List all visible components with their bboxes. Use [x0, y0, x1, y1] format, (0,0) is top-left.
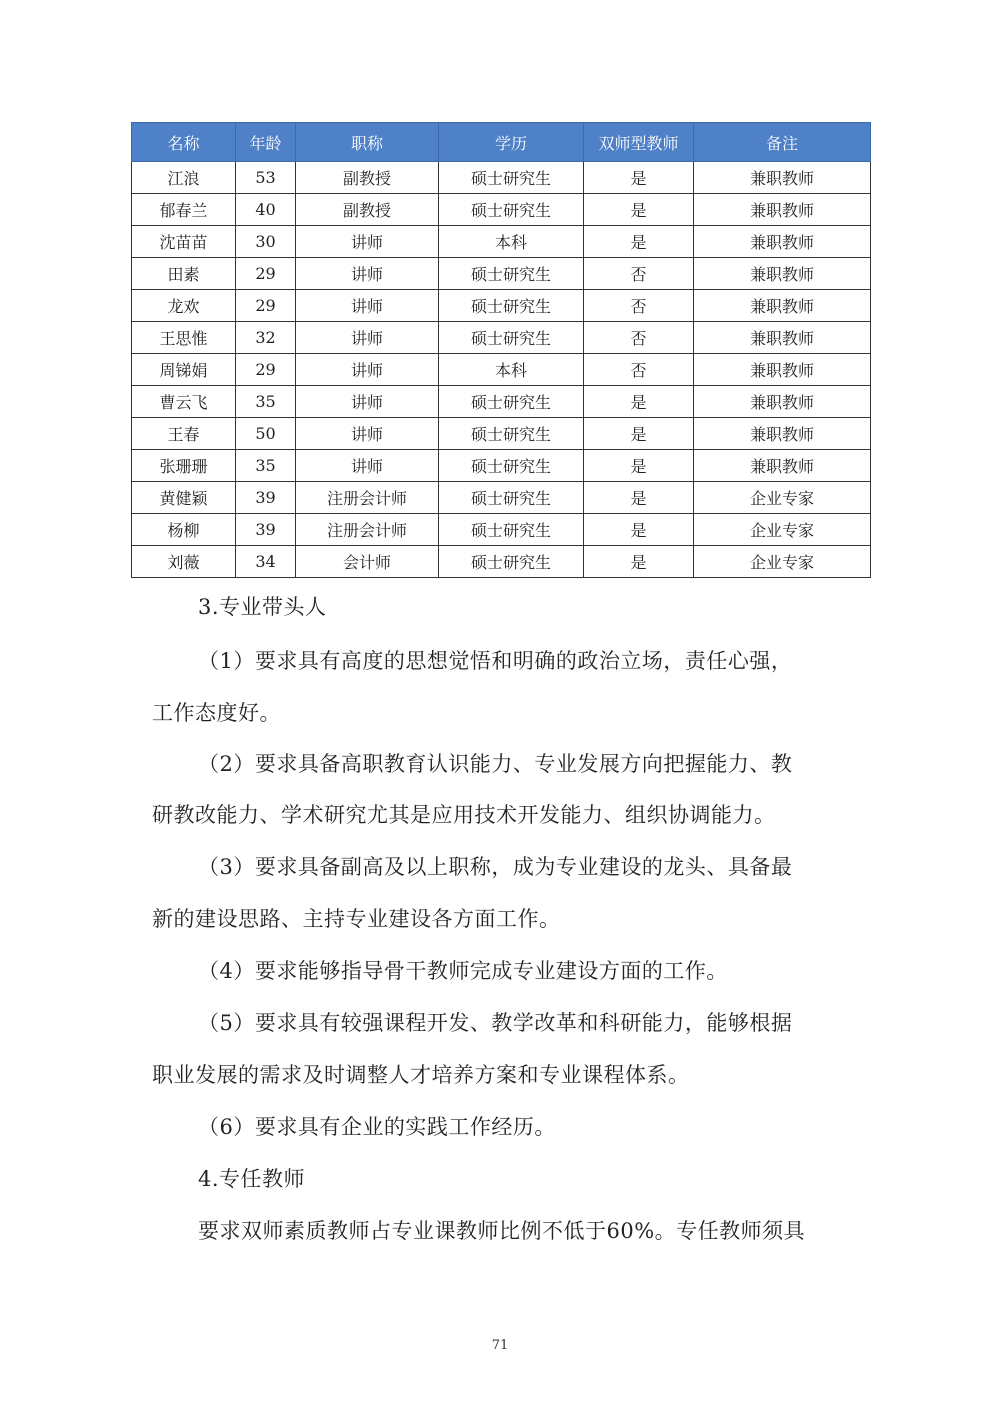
cell-education: 硕士研究生 — [439, 482, 584, 514]
paragraph-line: 要求双师素质教师占专业课教师比例不低于60%。专任教师须具 — [198, 1219, 806, 1243]
cell-title: 副教授 — [296, 162, 439, 194]
cell-education: 硕士研究生 — [439, 258, 584, 290]
cell-dual-teacher: 是 — [584, 418, 694, 450]
cell-remarks: 兼职教师 — [694, 386, 871, 418]
cell-name: 刘薇 — [132, 546, 236, 578]
staff-table — [131, 122, 871, 578]
header-cell-education: 学历 — [439, 123, 584, 162]
cell-remarks: 兼职教师 — [694, 194, 871, 226]
cell-title: 讲师 — [296, 258, 439, 290]
cell-education: 本科 — [439, 354, 584, 386]
cell-dual-teacher: 是 — [584, 162, 694, 194]
cell-dual-teacher: 是 — [584, 194, 694, 226]
cell-title: 讲师 — [296, 322, 439, 354]
table-row — [132, 514, 871, 546]
cell-dual-teacher: 否 — [584, 322, 694, 354]
cell-dual-teacher: 是 — [584, 386, 694, 418]
table-row — [132, 386, 871, 418]
cell-education: 硕士研究生 — [439, 290, 584, 322]
paragraph-line: 职业发展的需求及时调整人才培养方案和专业课程体系。 — [152, 1063, 690, 1087]
cell-education: 硕士研究生 — [439, 418, 584, 450]
cell-title: 讲师 — [296, 290, 439, 322]
paragraph-line: （6）要求具有企业的实践工作经历。 — [198, 1115, 556, 1139]
cell-age: 35 — [236, 450, 296, 482]
table-body — [132, 162, 871, 578]
cell-title: 副教授 — [296, 194, 439, 226]
cell-name: 杨柳 — [132, 514, 236, 546]
cell-age: 29 — [236, 258, 296, 290]
table-row — [132, 546, 871, 578]
paragraph-line: 新的建设思路、主持专业建设各方面工作。 — [152, 907, 561, 931]
cell-education: 硕士研究生 — [439, 322, 584, 354]
cell-name: 王春 — [132, 418, 236, 450]
table-row — [132, 450, 871, 482]
cell-remarks: 兼职教师 — [694, 162, 871, 194]
table-row — [132, 322, 871, 354]
cell-title: 讲师 — [296, 418, 439, 450]
table-row — [132, 258, 871, 290]
cell-title: 注册会计师 — [296, 514, 439, 546]
cell-title: 讲师 — [296, 386, 439, 418]
paragraph-line: （1）要求具有高度的思想觉悟和明确的政治立场，责任心强， — [198, 649, 793, 673]
table-header-row — [132, 123, 871, 162]
paragraph-line: 工作态度好。 — [152, 701, 281, 725]
paragraph-line: （2）要求具备高职教育认识能力、专业发展方向把握能力、教 — [198, 752, 793, 776]
header-cell-name: 名称 — [132, 123, 236, 162]
cell-name: 田素 — [132, 258, 236, 290]
cell-age: 34 — [236, 546, 296, 578]
table-row — [132, 226, 871, 258]
table-row — [132, 354, 871, 386]
cell-name: 江浪 — [132, 162, 236, 194]
cell-education: 硕士研究生 — [439, 194, 584, 226]
cell-remarks: 兼职教师 — [694, 322, 871, 354]
cell-education: 本科 — [439, 226, 584, 258]
cell-remarks: 企业专家 — [694, 482, 871, 514]
header-cell-remarks: 备注 — [694, 123, 871, 162]
cell-remarks: 兼职教师 — [694, 226, 871, 258]
cell-age: 29 — [236, 290, 296, 322]
cell-education: 硕士研究生 — [439, 514, 584, 546]
cell-name: 周锑娟 — [132, 354, 236, 386]
cell-education: 硕士研究生 — [439, 386, 584, 418]
cell-name: 郁春兰 — [132, 194, 236, 226]
cell-title: 讲师 — [296, 354, 439, 386]
cell-dual-teacher: 是 — [584, 546, 694, 578]
cell-dual-teacher: 否 — [584, 290, 694, 322]
cell-name: 张珊珊 — [132, 450, 236, 482]
cell-dual-teacher: 否 — [584, 258, 694, 290]
section-heading: 3.专业带头人 — [198, 595, 327, 619]
cell-education: 硕士研究生 — [439, 546, 584, 578]
cell-remarks: 兼职教师 — [694, 258, 871, 290]
cell-education: 硕士研究生 — [439, 450, 584, 482]
cell-name: 龙欢 — [132, 290, 236, 322]
page-number: 71 — [491, 1338, 509, 1353]
table-header — [132, 123, 871, 162]
cell-age: 50 — [236, 418, 296, 450]
cell-title: 讲师 — [296, 226, 439, 258]
cell-remarks: 企业专家 — [694, 514, 871, 546]
cell-name: 王思惟 — [132, 322, 236, 354]
header-cell-age: 年龄 — [236, 123, 296, 162]
table-row — [132, 290, 871, 322]
cell-dual-teacher: 是 — [584, 226, 694, 258]
cell-dual-teacher: 是 — [584, 482, 694, 514]
cell-age: 30 — [236, 226, 296, 258]
section-heading: 4.专任教师 — [198, 1167, 306, 1191]
cell-age: 53 — [236, 162, 296, 194]
cell-education: 硕士研究生 — [439, 162, 584, 194]
header-cell-title: 职称 — [296, 123, 439, 162]
cell-dual-teacher: 是 — [584, 514, 694, 546]
cell-remarks: 兼职教师 — [694, 290, 871, 322]
cell-remarks: 企业专家 — [694, 546, 871, 578]
cell-age: 29 — [236, 354, 296, 386]
cell-age: 39 — [236, 514, 296, 546]
cell-remarks: 兼职教师 — [694, 450, 871, 482]
header-cell-dual-teacher: 双师型教师 — [584, 123, 694, 162]
paragraph-line: 研教改能力、学术研究尤其是应用技术开发能力、组织协调能力。 — [152, 803, 776, 827]
cell-title: 会计师 — [296, 546, 439, 578]
cell-name: 曹云飞 — [132, 386, 236, 418]
paragraph-line: （5）要求具有较强课程开发、教学改革和科研能力，能够根据 — [198, 1011, 793, 1035]
paragraph-line: （3）要求具备副高及以上职称，成为专业建设的龙头、具备最 — [198, 855, 793, 879]
paragraph-line: （4）要求能够指导骨干教师完成专业建设方面的工作。 — [198, 959, 728, 983]
cell-name: 沈苗苗 — [132, 226, 236, 258]
table-row — [132, 418, 871, 450]
cell-title: 讲师 — [296, 450, 439, 482]
cell-age: 32 — [236, 322, 296, 354]
cell-dual-teacher: 否 — [584, 354, 694, 386]
cell-title: 注册会计师 — [296, 482, 439, 514]
cell-remarks: 兼职教师 — [694, 418, 871, 450]
cell-name: 黄健颖 — [132, 482, 236, 514]
table-row — [132, 162, 871, 194]
cell-age: 39 — [236, 482, 296, 514]
table-row — [132, 482, 871, 514]
cell-dual-teacher: 是 — [584, 450, 694, 482]
table-row — [132, 194, 871, 226]
cell-remarks: 兼职教师 — [694, 354, 871, 386]
cell-age: 40 — [236, 194, 296, 226]
cell-age: 35 — [236, 386, 296, 418]
